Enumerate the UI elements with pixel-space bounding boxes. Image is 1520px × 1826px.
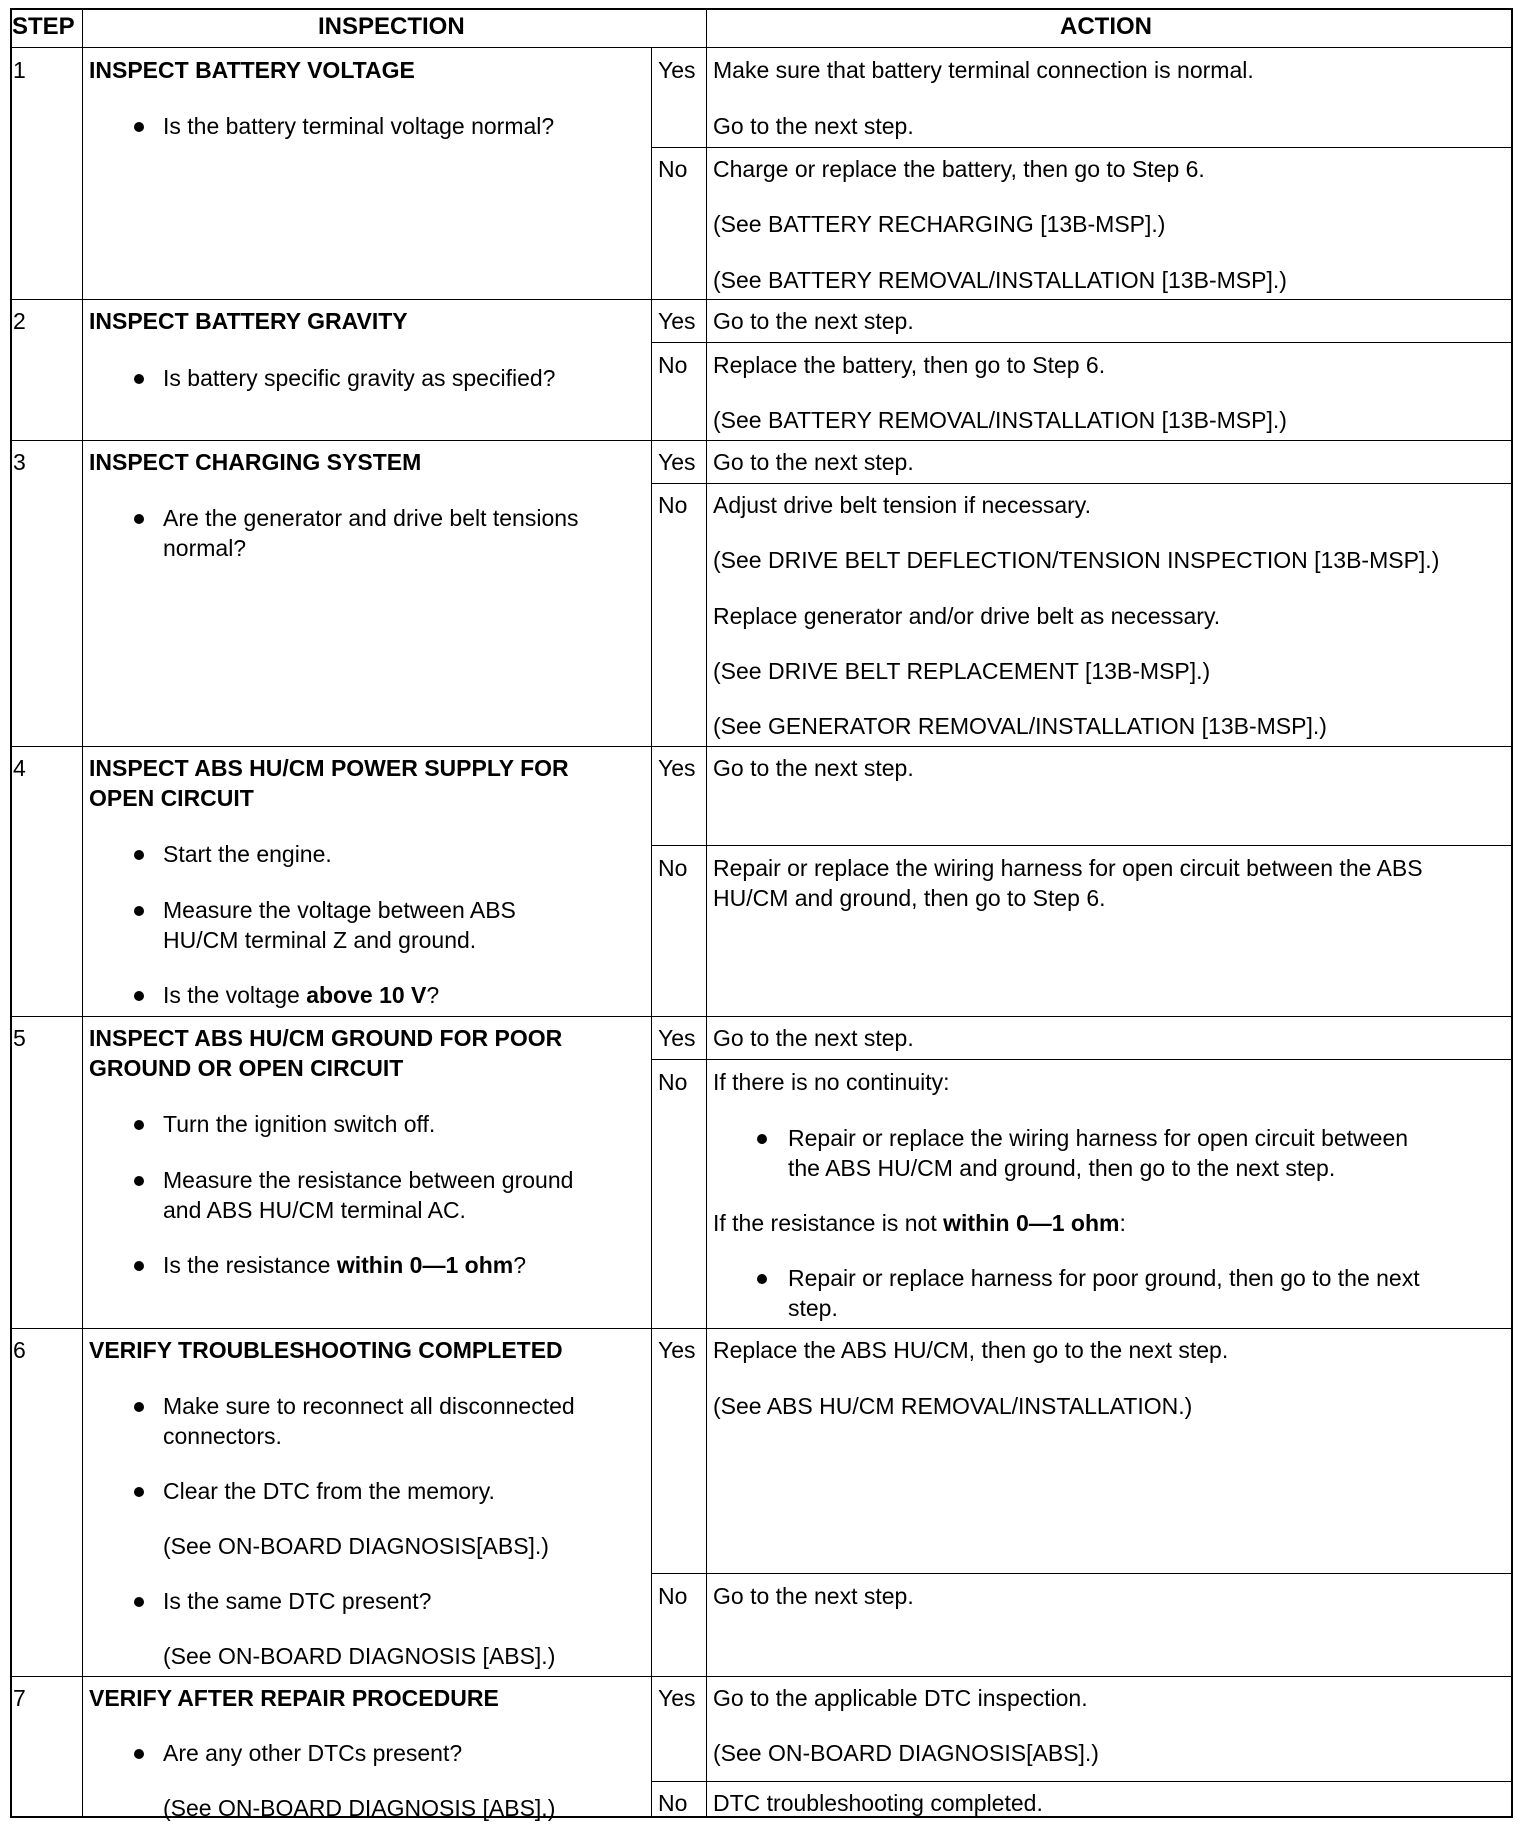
row-divider [10, 1016, 1513, 1017]
row-divider [10, 47, 1513, 48]
action-text: the ABS HU/CM and ground, then go to the next step. [788, 1155, 1336, 1181]
column-divider [82, 8, 83, 1818]
step-number: 5 [13, 1025, 26, 1051]
step-title: INSPECT BATTERY VOLTAGE [89, 57, 415, 83]
action-text: Replace the ABS HU/CM, then go to the next step. [713, 1337, 1229, 1363]
action-text: Make sure that battery terminal connection is normal. [713, 57, 1254, 83]
step-title: INSPECT CHARGING SYSTEM [89, 449, 422, 475]
inspection-item: Are the generator and drive belt tensions [163, 505, 579, 531]
action-text: Repair or replace harness for poor ground, then go to the next [788, 1265, 1420, 1291]
bullet-icon [134, 122, 144, 132]
inspection-item: connectors. [163, 1423, 282, 1449]
bullet-icon [134, 1402, 144, 1412]
bullet-icon [134, 1176, 144, 1186]
action-text: (See GENERATOR REMOVAL/INSTALLATION [13B-MSP].) [713, 713, 1327, 739]
action-text: Repair or replace the wiring harness for open circuit between the ABS [713, 855, 1423, 881]
action-text: Go to the next step. [713, 1025, 914, 1051]
column-divider [651, 48, 652, 1818]
step-number: 2 [13, 308, 26, 334]
row-divider [10, 440, 1513, 441]
no-label: No [658, 855, 688, 881]
inspection-item: Measure the resistance between ground [163, 1167, 574, 1193]
step-number: 4 [13, 755, 26, 781]
yes-no-divider [651, 1781, 1513, 1782]
action-text: If the resistance is not within 0—1 ohm: [713, 1210, 1126, 1236]
yes-no-divider [651, 342, 1513, 343]
action-text: Go to the applicable DTC inspection. [713, 1685, 1088, 1711]
bullet-icon [134, 1487, 144, 1497]
no-label: No [658, 1583, 688, 1609]
inspection-item: Is the battery terminal voltage normal? [163, 113, 555, 139]
action-text: (See ON-BOARD DIAGNOSIS[ABS].) [713, 1740, 1099, 1766]
action-text: Go to the next step. [713, 449, 914, 475]
no-label: No [658, 156, 688, 182]
inspection-item: Turn the ignition switch off. [163, 1111, 436, 1137]
yes-no-divider [651, 483, 1513, 484]
action-text: (See ABS HU/CM REMOVAL/INSTALLATION.) [713, 1393, 1193, 1419]
yes-label: Yes [658, 449, 696, 475]
no-label: No [658, 352, 688, 378]
step-title: VERIFY AFTER REPAIR PROCEDURE [89, 1685, 499, 1711]
bullet-icon [134, 1261, 144, 1271]
action-text: Replace the battery, then go to Step 6. [713, 352, 1106, 378]
header-action: ACTION [1060, 13, 1152, 40]
yes-label: Yes [658, 1337, 696, 1363]
action-text: Charge or replace the battery, then go to Step 6. [713, 156, 1205, 182]
step-number: 7 [13, 1685, 26, 1711]
step-title: OPEN CIRCUIT [89, 785, 254, 811]
inspection-item: Is the voltage above 10 V? [163, 982, 440, 1008]
action-text: step. [788, 1295, 838, 1321]
yes-label: Yes [658, 1685, 696, 1711]
action-text: Go to the next step. [713, 1583, 914, 1609]
step-title: GROUND OR OPEN CIRCUIT [89, 1055, 404, 1081]
action-text: Go to the next step. [713, 755, 914, 781]
inspection-item: Is the resistance within 0—1 ohm? [163, 1252, 526, 1278]
action-text: (See BATTERY REMOVAL/INSTALLATION [13B-MSP].) [713, 267, 1287, 293]
row-divider [10, 1328, 1513, 1329]
inspection-item: Make sure to reconnect all disconnected [163, 1393, 575, 1419]
action-text: (See DRIVE BELT REPLACEMENT [13B-MSP].) [713, 658, 1211, 684]
bullet-icon [134, 1120, 144, 1130]
action-text: DTC troubleshooting completed. [713, 1790, 1043, 1816]
yes-label: Yes [658, 308, 696, 334]
action-text: If there is no continuity: [713, 1069, 950, 1095]
step-title: INSPECT ABS HU/CM POWER SUPPLY FOR [89, 755, 569, 781]
inspection-item: Are any other DTCs present? [163, 1740, 463, 1766]
inspection-item: normal? [163, 535, 247, 561]
action-text: Repair or replace the wiring harness for open circuit between [788, 1125, 1409, 1151]
inspection-item: Is battery specific gravity as specified? [163, 365, 556, 391]
no-label: No [658, 1069, 688, 1095]
yes-no-divider [651, 1059, 1513, 1060]
row-divider [10, 1676, 1513, 1677]
inspection-item: Is the same DTC present? [163, 1588, 432, 1614]
step-number: 1 [13, 57, 26, 83]
step-number: 6 [13, 1337, 26, 1363]
column-divider [706, 8, 707, 1818]
step-number: 3 [13, 449, 26, 475]
bullet-icon [134, 1597, 144, 1607]
action-text: Go to the next step. [713, 308, 914, 334]
step-title: INSPECT BATTERY GRAVITY [89, 308, 408, 334]
bullet-icon [134, 514, 144, 524]
bullet-icon [134, 906, 144, 916]
row-divider [10, 299, 1513, 300]
action-text: (See BATTERY RECHARGING [13B-MSP].) [713, 211, 1166, 237]
bullet-icon [134, 374, 144, 384]
action-text: HU/CM and ground, then go to Step 6. [713, 885, 1106, 911]
action-text: (See DRIVE BELT DEFLECTION/TENSION INSPECTION [13B-MSP].) [713, 547, 1440, 573]
bullet-icon [134, 1749, 144, 1759]
action-text: (See BATTERY REMOVAL/INSTALLATION [13B-MSP].) [713, 407, 1287, 433]
step-title: VERIFY TROUBLESHOOTING COMPLETED [89, 1337, 563, 1363]
no-label: No [658, 492, 688, 518]
yes-no-divider [651, 1573, 1513, 1574]
inspection-item: Start the engine. [163, 841, 332, 867]
yes-label: Yes [658, 57, 696, 83]
yes-no-divider [651, 147, 1513, 148]
yes-label: Yes [658, 755, 696, 781]
row-divider [10, 746, 1513, 747]
bullet-icon [134, 850, 144, 860]
inspection-item: HU/CM terminal Z and ground. [163, 927, 477, 953]
bullet-icon [757, 1134, 767, 1144]
bullet-icon [134, 991, 144, 1001]
inspection-item: Measure the voltage between ABS [163, 897, 516, 923]
action-text: Replace generator and/or drive belt as necessary. [713, 603, 1221, 629]
header-step: STEP [12, 13, 75, 40]
inspection-item: and ABS HU/CM terminal AC. [163, 1197, 466, 1223]
header-inspection: INSPECTION [318, 13, 465, 40]
inspection-item: (See ON-BOARD DIAGNOSIS[ABS].) [163, 1533, 549, 1559]
inspection-item: (See ON-BOARD DIAGNOSIS [ABS].) [163, 1795, 556, 1821]
inspection-item: Clear the DTC from the memory. [163, 1478, 495, 1504]
step-title: INSPECT ABS HU/CM GROUND FOR POOR [89, 1025, 563, 1051]
bullet-icon [757, 1274, 767, 1284]
action-text: Go to the next step. [713, 113, 914, 139]
yes-no-divider [651, 845, 1513, 846]
no-label: No [658, 1790, 688, 1816]
action-text: Adjust drive belt tension if necessary. [713, 492, 1091, 518]
inspection-item: (See ON-BOARD DIAGNOSIS [ABS].) [163, 1643, 556, 1669]
yes-label: Yes [658, 1025, 696, 1051]
